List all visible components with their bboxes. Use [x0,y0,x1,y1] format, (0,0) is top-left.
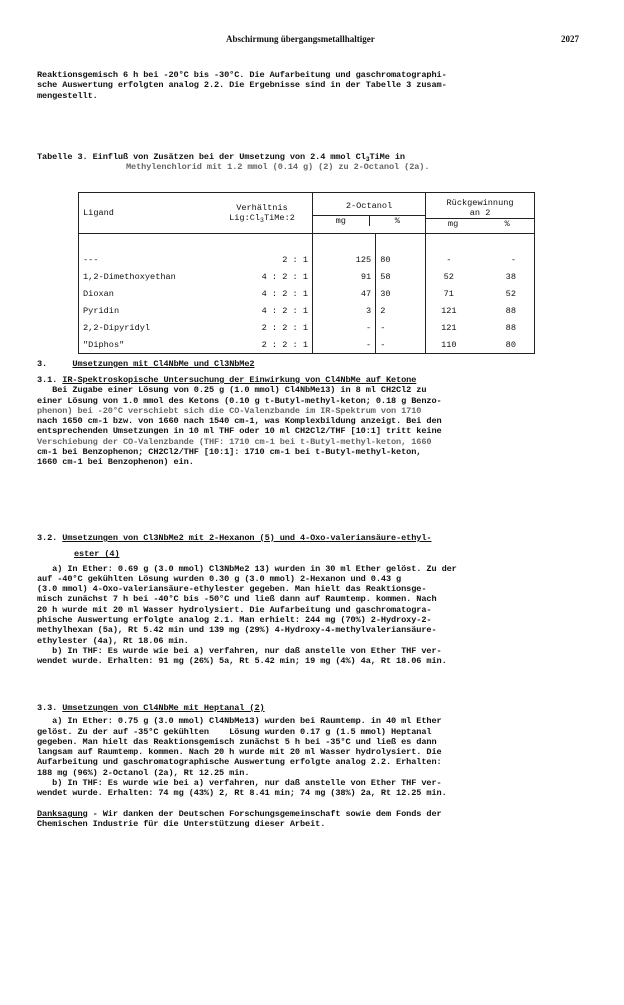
section-3-3 [37,703,593,799]
unit-mg: mg [335,215,346,226]
section-3-1 [37,375,593,468]
text-line: b) In THF: Es wurde wie bei a) verfahren, nur daß anstelle von Ether THF ver- [37,778,442,789]
text-line: Bei Zugabe einer Lösung von 0.25 g (1.0 mmol) Cl4NbMe13) in 8 ml CH2Cl2 zu [37,385,427,396]
col-recovery-2: an 2 [469,207,491,218]
col-ratio-2: Lig:Cl [229,213,261,223]
table-header-row: Ligand Verhältnis $Lig:Cl_3TiMe:2$ 2-Octanol mg % Rückgewinnung an 2 mg % [79,193,535,234]
text-line: Verschiebung der CO-Valenzbande (THF: 1710 cm-1 bei t-Butyl-methyl-keton, 1660 [37,436,432,447]
text-line: langsam auf Raumtemp. kommen. Nach 20 h wurde mit 20 ml Wasser hydrolysiert. Die [37,747,442,758]
text-line: phenon) bei -20°C verschiebt sich die CO-Valenzbande im IR-Spektrum von 1710 [37,405,422,416]
text-line: sche Auswertung erfolgten analog 2.2. Die Ergebnisse sind in der Tabelle 3 zusam- [37,80,447,91]
ack-text: - Wir danken der Deutschen Forschungsgemeinschaft sowie dem Fonds der [87,809,442,819]
text-line: wendet wurde. Erhalten: 91 mg (26%) 5a, Rt 5.42 min; 19 mg (4%) 4a, Rt 18.06 min. [37,656,447,667]
table-row: 1,2-Dimethoxyethan 4 : 2 : 1 91 58 52 38 [79,268,535,285]
ack-text-2: Chemischen Industrie für die Unterstützung dieser Arbeit. [37,819,326,830]
col-recovery-1: Rückgewinnung [446,197,514,208]
section-3-2 [37,533,593,667]
section-title: Umsetzungen von Cl4NbMe mit Heptanal (2) [62,703,265,713]
ack-label: Danksagung [37,809,88,819]
section-number: 3. [37,359,48,369]
table-row: "Diphos" 2 : 2 : 1 - - 110 80 [79,336,535,354]
text-line: b) In THF: Es wurde wie bei a) verfahren, nur daß anstelle von Ether THF ver- [37,645,442,656]
running-title: Abschirmung übergangsmetallhaltiger [226,34,375,44]
section-number: 3.2. [37,533,58,543]
unit-pct: % [369,216,426,226]
intro-paragraph [37,70,593,101]
unit-mg: mg [447,218,459,229]
text-line: wendet wurde. Erhalten: 74 mg (43%) 2, Rt 8.41 min; 74 mg (38%) 2a, Rt 12.25 min. [37,788,447,799]
text-line: methylhexan (5a), Rt 5.42 min und 139 mg (29%) 4-Hydroxy-4-methylvaleriansäure- [37,625,437,636]
section-number: 3.3. [37,703,58,713]
text-line: Reaktionsgemisch 6 h bei -20°C bis -30°C. Die Aufarbeitung und gaschromatographi- [37,70,447,80]
table-row: --- 2 : 1 125 80 - - [79,251,535,268]
col-ratio-1: Verhältnis [236,203,288,213]
section-number: 3.1. [37,375,58,385]
text-line: phische Auswertung erfolgte analog 2.1. Man erhielt: 244 mg (70%) 2-Hydroxy-2- [37,615,432,626]
text-line: mengestellt. [37,90,98,101]
text-line: gelöst. Zu der auf -35°C gekühlten Lösung wurden 0.17 g (1.5 mmol) Heptanal [37,726,432,737]
text-line: nach 1650 cm-1 bzw. von 1660 nach 1540 cm-1, was Komplexbildung anzeigt. Bei den [37,416,442,427]
table-caption: Tabelle 3. Einfluß von Zusätzen bei der Umsetzung von 2.4 mmol $Cl_3TiMe$ in Methylenchlorid mit 1.2 mmol (0.14 g) (2) zu 2-Octanol (2a). [37,152,593,173]
caption-line-2: Methylenchlorid mit 1.2 mmol (0.14 g) (2) zu 2-Octanol (2a). [126,162,430,173]
text-line: gegeben. Man hielt das Reaktionsgemisch zunächst 5 h bei -35°C und ließ es dann [37,736,437,747]
text-line: auf -40°C gekühlten Lösung wurden 0.30 g (3.0 mmol) 2-Hexanon und 0.43 g [37,573,402,584]
text-line: ethylester (4a), Rt 18.06 min. [37,635,189,646]
text-line: (3.0 mmol) 4-Oxo-valeriansäure-ethylester gegeben. Man hielt das Reaktionsge- [37,584,427,595]
text-line: 188 mg (96%) 2-Octanol (2a), Rt 12.25 min. [37,767,250,778]
col-ligand: Ligand [83,208,114,218]
section-title: Umsetzungen von Cl3NbMe2 mit 2-Hexanon (5) und 4-Oxo-valeriansäure-ethyl- [62,533,432,543]
table-row: Pyridin 4 : 2 : 1 3 2 121 88 [79,302,535,319]
acknowledgement [37,809,593,830]
section-title-cont: ester (4) [74,549,120,560]
text-line: Aufarbeitung und gaschromatographische Auswertung erfolgte analog 2.2. Erhalten: [37,757,442,768]
section-title: Umsetzungen mit Cl4NbMe und Cl3NbMe2 [72,359,255,369]
text-line: misch zunächst 7 h bei -40°C bis -50°C und ließ dann auf Raumtemp. kommen. Nach [37,594,437,605]
text-line: einer Lösung von 1.0 mmol des Ketons (0.10 g t-Butyl-methyl-keton; 0.18 g Benzo- [37,395,442,406]
results-table [78,192,535,354]
table-row: Dioxan 4 : 2 : 1 47 30 71 52 [79,285,535,302]
section-3 [37,359,593,369]
text-line: entsprechenden Umsetzungen in 10 ml THF oder 10 ml CH2Cl2/THF [10:1] tritt keine [37,426,442,437]
table-row: 2,2-Dipyridyl 2 : 2 : 1 - - 121 88 [79,319,535,336]
caption-text: Tabelle 3. Einfluß von Zusätzen bei der Umsetzung von 2.4 mmol Cl [37,152,366,162]
caption-text-tail: TiMe in [369,152,405,162]
text-line: cm-1 bei Benzophenon; CH2Cl2/THF [10:1]: 1710 cm-1 bei t-Butyl-methyl-keton, [37,447,422,458]
text-line: a) In Ether: 0.69 g (3.0 mmol) Cl3NbMe2 13) wurden in 30 ml Ether gelöst. Zu der [37,563,457,574]
text-line: 1660 cm-1 bei Benzophenon) ein. [37,457,194,468]
section-title: IR-Spektroskopische Untersuchung der Einwirkung von Cl4NbMe auf Ketone [62,375,417,385]
text-line: a) In Ether: 0.75 g (3.0 mmol) Cl4NbMe13) wurden bei Raumtemp. in 40 ml Ether [37,716,442,727]
col-octanol: 2-Octanol [345,200,393,211]
col-ratio-2b: TiMe:2 [263,213,295,223]
text-line: 20 h wurde mit 20 ml Wasser hydrolysiert. Die Aufarbeitung und gaschromatogra- [37,604,432,615]
page-number: 2027 [561,34,579,44]
unit-pct: % [504,218,510,229]
